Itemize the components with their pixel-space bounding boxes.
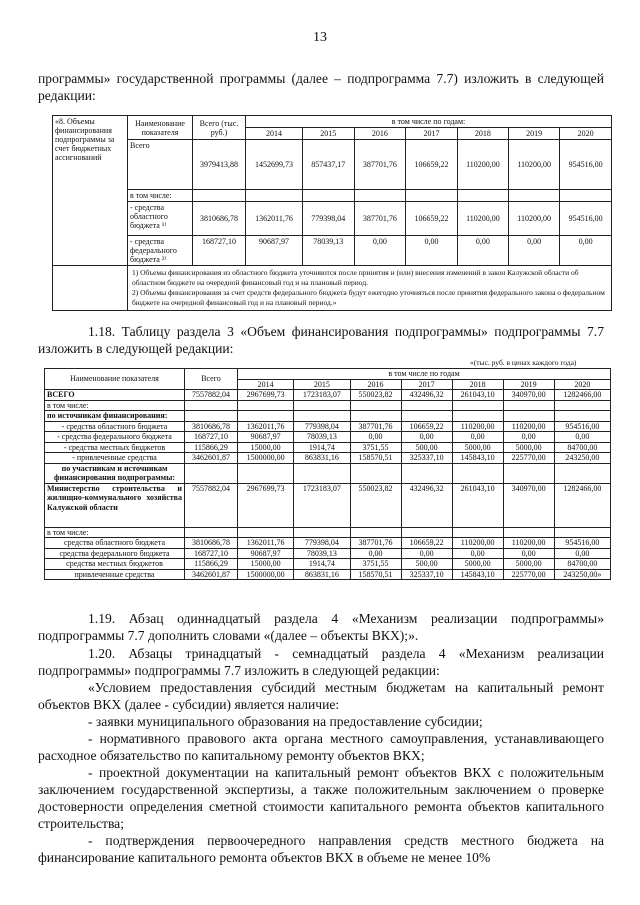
t2-cell: 90687,97 [238,548,294,559]
t2-cell: 3462601,87 [185,453,238,464]
t2-cell: 1362011,76 [238,538,294,549]
t2-cell: 432496,32 [401,390,452,401]
t2-row-name: средства федерального бюджета [45,548,185,559]
t2-row-name: Министерство строительства и жилищно-коммунального хозяйства Калужской области [45,483,185,527]
t2-cell: 432496,32 [401,483,452,527]
t2-cell: 115866,29 [185,559,238,570]
t2-cell: 145843,10 [452,453,503,464]
t2-cell: 863831,16 [294,569,350,580]
t2-cell: 1914,74 [294,442,350,453]
t2-cell: 0,00 [350,432,401,443]
t2-cell: 0,00 [452,548,503,559]
t2-cell: 78039,13 [294,432,350,443]
t2-cell: 158570,51 [350,453,401,464]
t2-cell: 387701,76 [350,421,401,432]
t2-cell: 110200,00 [503,538,554,549]
t2-cell: 1362011,76 [238,421,294,432]
t2-row-name: - средства федерального бюджета [45,432,185,443]
t2-cell: 115866,29 [185,442,238,453]
intro-paragraph: программы» государственной программы (далее – подпрограмма 7.7) изложить в следующей редакции: [38,71,604,103]
t2-cell: 7557882,04 [185,390,238,401]
t2-cell: 1500000,00 [238,453,294,464]
t2-cell: 225770,00 [503,569,554,580]
t1-cell: 857437,17 [302,140,354,190]
t2-cell: 0,00 [350,548,401,559]
t2-cell: 90687,97 [238,432,294,443]
t2-cell: 1723183,07 [294,483,350,527]
t1-year: 2017 [406,128,458,140]
t1-cell: 90687,97 [246,236,303,266]
t2-cell: 168727,10 [185,432,238,443]
t2-cell: 0,00 [503,432,554,443]
t1-cell: 3979413,88 [193,140,246,190]
t2-col-total: Всего [185,369,238,390]
t2-cell: 15000,00 [238,559,294,570]
t2-cell: 325337,10 [401,569,452,580]
t2-cell: 779398,04 [294,421,350,432]
t2-cell: 1282466,00 [554,390,610,401]
t2-units: «(тыс. руб. в ценах каждого года) [470,358,577,367]
t1-row-name: Всего [128,140,193,190]
t2-cell: 0,00 [554,432,610,443]
t1-cell: 1452699,73 [246,140,303,190]
t2-year: 2020 [554,379,610,390]
t2-cell: 0,00 [401,548,452,559]
t2-cell: 84700,00 [554,559,610,570]
t2-row-name: - привлеченные средства [45,453,185,464]
t2-cell: 1282466,00 [554,483,610,527]
t1-cell: 387701,76 [354,140,406,190]
t2-cell: 243250,00 [554,453,610,464]
subprogram-funding-table [44,368,611,580]
t2-cell: 0,00 [452,432,503,443]
t1-cell: 954516,00 [560,140,612,190]
t1-cell: 3810686,78 [193,202,246,236]
t1-year: 2015 [302,128,354,140]
t1-year: 2014 [246,128,303,140]
t2-cell: 168727,10 [185,548,238,559]
t2-row-name: привлеченные средства [45,569,185,580]
t1-cell: 110200,00 [509,140,560,190]
t1-note-2: 2) Объемы финансирования за счет средств федерального бюджета будут ежегодно уточняться после принятия федерального закона о федеральном бюджете на очередной финансовый год и на плановый период.» [132,288,605,307]
t1-col-total: Всего (тыс. руб.) [193,116,246,140]
t2-year: 2018 [452,379,503,390]
t1-row-name: - средства федерального бюджета ²⁾ [128,236,193,266]
t2-cell: 1723183,07 [294,390,350,401]
t2-year: 2016 [350,379,401,390]
t2-cell: 15000,00 [238,442,294,453]
t1-cell: 0,00 [457,236,508,266]
t2-cell: 5000,00 [503,559,554,570]
quote-paragraph-2: - заявки муниципального образования на предоставление субсидии; [88,714,483,729]
t2-by-participants: по участникам и источникам финансирования подпрограммы: [45,463,185,483]
t2-cell: 110200,00 [503,421,554,432]
t2-year: 2019 [503,379,554,390]
t2-year: 2017 [401,379,452,390]
quote-paragraph-5: - подтверждения первоочередного направления средств местного бюджета на финансирование капитального ремонта объектов ВКХ в объеме не менее 10% [38,833,604,865]
paragraph-1-18: 1.18. Таблицу раздела 3 «Объем финансирования подпрограммы» подпрограммы 7.7 изложить в следующей редакции: [38,324,604,356]
t1-year: 2018 [457,128,508,140]
t2-row-name: средства областного бюджета [45,538,185,549]
t1-cell: 0,00 [509,236,560,266]
t2-cell: 243250,00» [554,569,610,580]
t2-cell: 78039,13 [294,548,350,559]
t2-cell: 500,00 [401,442,452,453]
t2-cell: 2967699,73 [238,483,294,527]
t1-cell: 0,00 [354,236,406,266]
t2-cell: 863831,16 [294,453,350,464]
t2-cell: 500,00 [401,559,452,570]
t2-cell: 550023,82 [350,483,401,527]
t2-cell: 3810686,78 [185,421,238,432]
t1-cell: 954516,00 [560,202,612,236]
t1-year: 2019 [509,128,560,140]
t2-cell: 7557882,04 [185,483,238,527]
t1-year: 2020 [560,128,612,140]
t1-cell: 110200,00 [457,202,508,236]
t1-notes [128,266,612,311]
t2-cell: 550023,82 [350,390,401,401]
t2-cell: 3751,55 [350,442,401,453]
t1-cell: 0,00 [560,236,612,266]
t2-by-sources: по источникам финансирования: [45,411,185,422]
t2-year: 2014 [238,379,294,390]
t1-cell: 0,00 [406,236,458,266]
t2-cell: 5000,00 [452,442,503,453]
t2-cell: 0,00 [503,548,554,559]
t1-cell: 106659,22 [406,202,458,236]
t2-col-name: Наименование показателя [45,369,185,390]
t2-row-name: - средства областного бюджета [45,421,185,432]
t2-cell: 145843,10 [452,569,503,580]
t2-cell: 0,00 [401,432,452,443]
t2-cell: 225770,00 [503,453,554,464]
t2-cell: 261043,10 [452,483,503,527]
t2-cell: 261043,10 [452,390,503,401]
t2-row-name: средства местных бюджетов [45,559,185,570]
t2-cell: 5000,00 [503,442,554,453]
t2-cell: 106659,22 [401,538,452,549]
t1-section-label: «8. Объемы финансирования подпрограммы за счет бюджетных ассигнований [53,116,128,266]
t2-cell: 84700,00 [554,442,610,453]
t2-cell: 5000,00 [452,559,503,570]
t1-cell: 168727,10 [193,236,246,266]
paragraph-1-20: 1.20. Абзацы тринадцатый - семнадцатый раздела 4 «Механизм реализации подпрограммы» подпрограммы 7.7 изложить в следующей редакции: [38,646,604,678]
t2-cell: 387701,76 [350,538,401,549]
t1-cell: 110200,00 [457,140,508,190]
t2-row-name: - средства местных бюджетов [45,442,185,453]
t1-cell: 779398,04 [302,202,354,236]
t2-cell: 954516,00 [554,421,610,432]
t2-cell: 779398,04 [294,538,350,549]
t2-cell: 0,00 [554,548,610,559]
t1-by-years: в том числе по годам: [246,116,612,128]
t2-cell: 110200,00 [452,538,503,549]
t2-cell: 954516,00 [554,538,610,549]
t1-cell: 1362011,76 [246,202,303,236]
t2-cell: 3462601,87 [185,569,238,580]
t1-col-name: Наименование показателя [128,116,193,140]
t2-incl: в том числе: [45,527,185,538]
t1-cell: 106659,22 [406,140,458,190]
page-number: 13 [313,30,327,45]
t2-cell: 1500000,00 [238,569,294,580]
t2-cell: 158570,51 [350,569,401,580]
t1-row-name: в том числе: [128,190,193,202]
t2-cell: 1914,74 [294,559,350,570]
funding-summary-table [52,115,612,311]
t2-year: 2015 [294,379,350,390]
t2-cell: 325337,10 [401,453,452,464]
t2-cell: 106659,22 [401,421,452,432]
t2-incl: в том числе: [45,400,185,411]
t1-row-name: - средства областного бюджета ¹⁾ [128,202,193,236]
t1-cell: 110200,00 [509,202,560,236]
t2-by-years: в том числе по годам [238,369,611,380]
t1-note-1: 1) Объемы финансирования из областного бюджета уточняются после принятия и (или) внесения изменений в закон Калужской области об областном бюджете на очередной финансовый год и на плановый период. [132,268,579,287]
t1-cell: 387701,76 [354,202,406,236]
t2-cell: 340970,00 [503,483,554,527]
t1-cell: 78039,13 [302,236,354,266]
t1-year: 2016 [354,128,406,140]
t2-cell: 110200,00 [452,421,503,432]
t2-cell: 340970,00 [503,390,554,401]
paragraph-1-19: 1.19. Абзац одиннадцатый раздела 4 «Механизм реализации подпрограммы» подпрограммы 7.7 дополнить словами «(далее – объекты ВКХ);». [38,611,604,643]
quote-paragraph-3: - нормативного правового акта органа местного самоуправления, устанавливающего расходное обязательство по капитальному ремонту объектов ВКХ; [38,731,604,763]
t2-row-name: ВСЕГО [45,390,185,401]
t2-cell: 3751,55 [350,559,401,570]
quote-paragraph-1: «Условием предоставления субсидий местным бюджетам на капитальный ремонт объектов ВКХ (далее - субсидии) является наличие: [38,680,604,712]
quote-paragraph-4: - проектной документации на капитальный ремонт объектов ВКХ с положительным заключением государственной экспертизы, а также положительным заключением о проверке достоверности определения сметной стоимости капитального ремонта объектов капитального строительства; [38,765,604,831]
t2-cell: 2967699,73 [238,390,294,401]
t2-cell: 3810686,78 [185,538,238,549]
